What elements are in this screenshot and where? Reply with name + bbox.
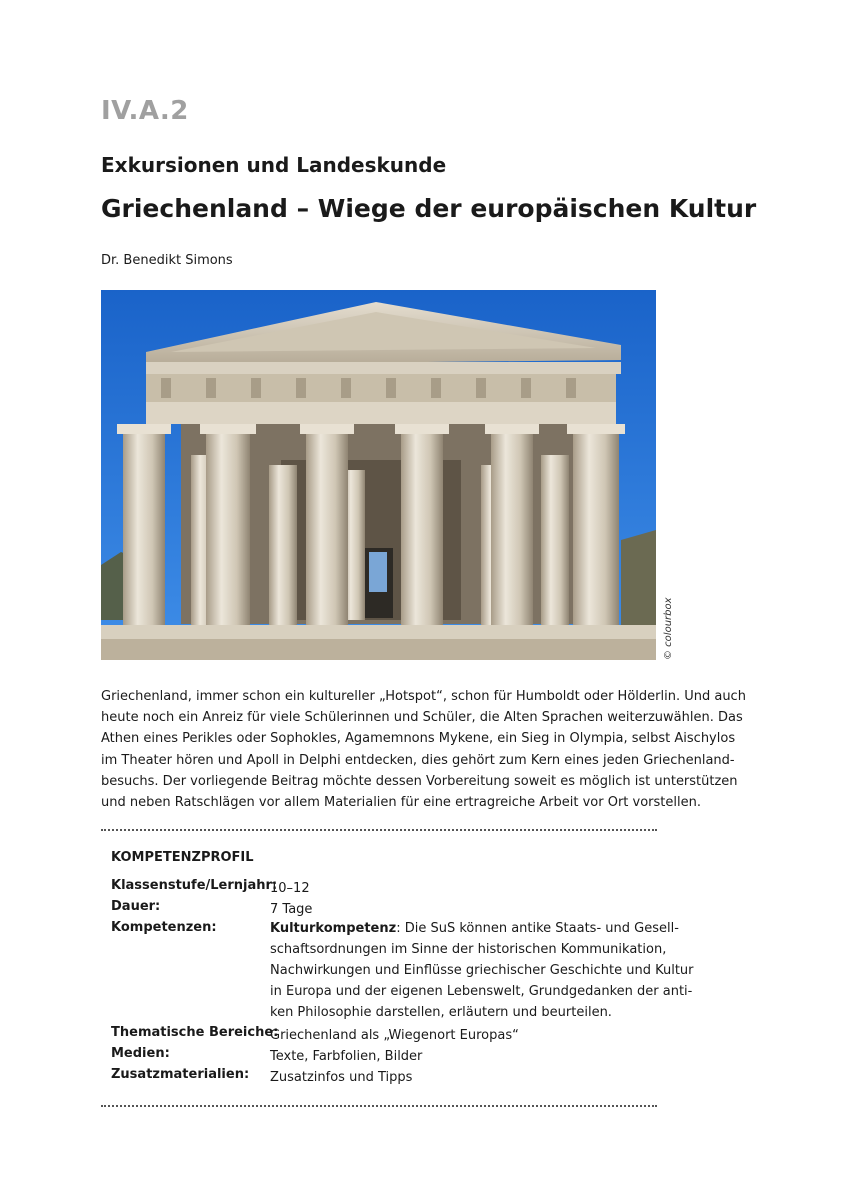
profile-value: Texte, Farbfolien, Bilder: [270, 1049, 423, 1064]
profile-label: Medien:: [111, 1046, 170, 1061]
dotted-divider: [101, 1105, 657, 1107]
image-credit: © colourbox: [663, 597, 674, 660]
profile-label: Dauer:: [111, 899, 161, 914]
profile-value: 10–12: [270, 881, 310, 896]
competence-keyword: Kulturkompetenz: [270, 921, 397, 936]
intro-line: heute noch ein Anreiz für viele Schülerinnen und Schüler, die Alten Sprachen weiterzuwählen. Das: [101, 710, 743, 726]
intro-line: besuchs. Der vorliegende Beitrag möchte dessen Vorbereitung soweit es möglich ist unterstützen: [101, 773, 738, 789]
intro-line: und neben Ratschlägen vor allem Materialien für eine ertragreiche Arbeit vor Ort vorstellen.: [101, 795, 701, 811]
profile-heading: KOMPETENZPROFIL: [111, 850, 254, 865]
intro-paragraph: [101, 686, 746, 813]
intro-line: Athen eines Perikles oder Sophokles, Agamemnons Mykene, ein Sieg in Olympia, selbst Aischylos: [101, 731, 736, 747]
intro-line: Griechenland, immer schon ein kultureller „Hotspot“, schon für Humboldt oder Hölderlin. Und auch: [101, 689, 746, 704]
profile-label: Zusatzmaterialien:: [111, 1067, 250, 1082]
profile-label: Thematische Bereiche:: [111, 1025, 279, 1040]
profile-value: 7 Tage: [270, 902, 313, 917]
section-code: IV.A.2: [101, 96, 189, 126]
profile-label: Kompetenzen:: [111, 920, 217, 935]
dotted-divider: [101, 829, 657, 831]
competence-line: Nachwirkungen und Einflüsse griechischer Geschichte und Kultur: [270, 963, 694, 978]
competence-line: in Europa und der eigenen Lebenswelt, Grundgedanken der anti-: [270, 984, 693, 999]
profile-value: Zusatzinfos und Tipps: [270, 1070, 413, 1085]
profile-value: Griechenland als „Wiegenort Europas“: [270, 1028, 519, 1043]
page-title: Griechenland – Wiege der europäischen Kultur: [101, 194, 757, 223]
competence-line: [270, 918, 679, 939]
competence-text: : Die SuS können antike Staats- und Gesell-: [396, 921, 679, 936]
profile-value-competences: [270, 918, 694, 1023]
profile-label: Klassenstufe/Lernjahr:: [111, 878, 278, 893]
series-subtitle: Exkursionen und Landeskunde: [101, 153, 447, 177]
intro-line: im Theater hören und Apoll in Delphi entdecken, dies gehört zum Kern eines jeden Griechenland-: [101, 752, 735, 768]
competence-line: schaftsordnungen im Sinne der historischen Kommunikation,: [270, 942, 667, 957]
competence-line: ken Philosophie darstellen, erläutern und beurteilen.: [270, 1005, 612, 1020]
author: Dr. Benedikt Simons: [101, 253, 233, 268]
temple-photo: [101, 290, 656, 660]
